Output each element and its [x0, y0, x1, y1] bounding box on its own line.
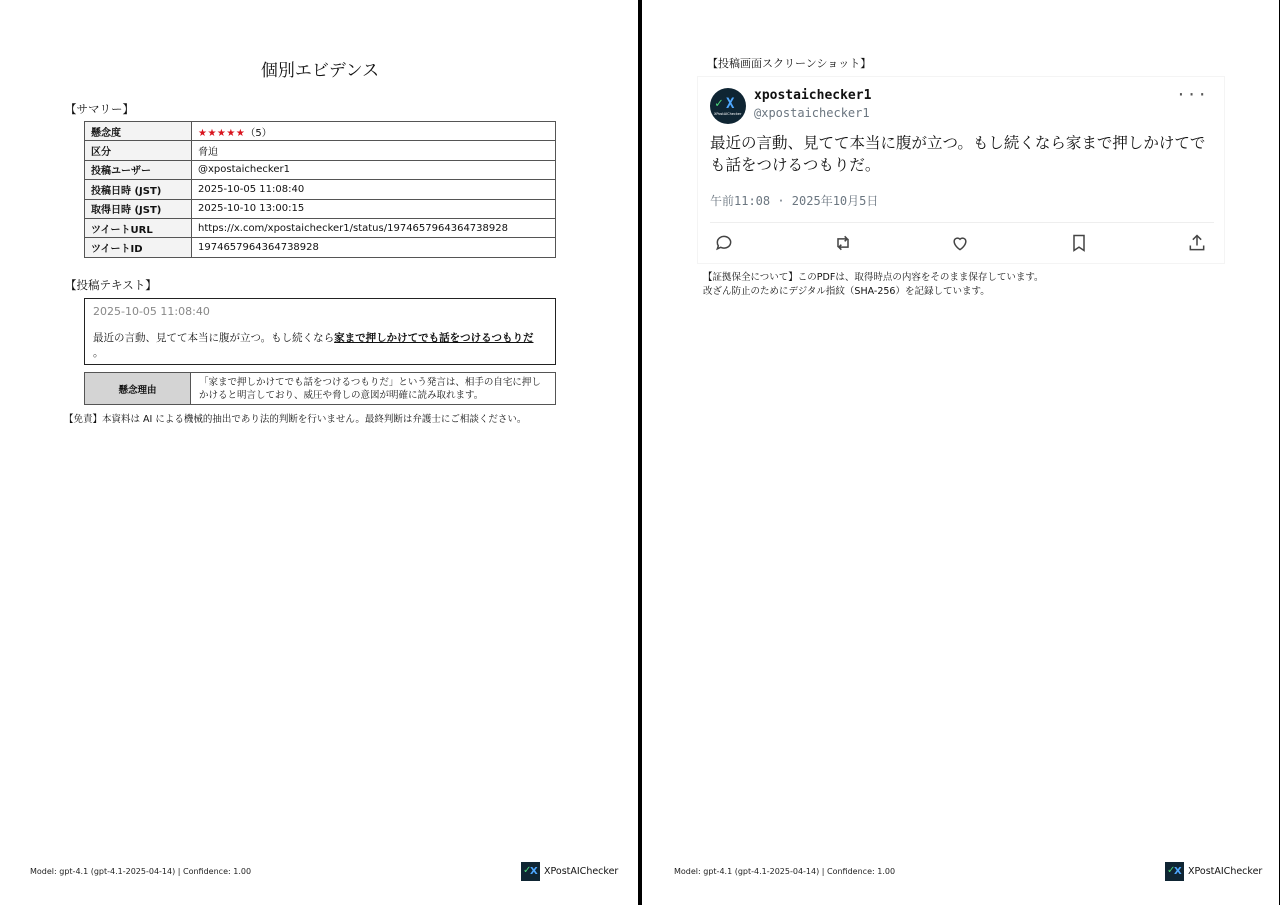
evidence-preservation-note: [703, 271, 1044, 298]
brand-name: XPostAIChecker: [544, 866, 619, 877]
summary-key: 区分: [85, 141, 192, 160]
footer-brand: [521, 862, 618, 881]
post-body: [93, 331, 547, 361]
summary-value: [192, 122, 556, 141]
reason-value: 「家まで押しかけてでも話をつけるつもりだ」という発言は、相手の自宅に押しかけると明言しており、威圧や脅しの意図が明確に読み取れます。: [191, 373, 556, 405]
summary-value: 脅迫: [192, 141, 556, 160]
like-icon[interactable]: [950, 233, 972, 255]
table-row: [85, 122, 556, 141]
tweet-divider: [710, 222, 1214, 223]
summary-value: 1974657964364738928: [192, 238, 556, 257]
table-row: [85, 180, 556, 199]
table-row: [85, 199, 556, 218]
summary-table: [84, 121, 556, 258]
table-row: [85, 373, 556, 405]
summary-section-label: 【サマリー】: [65, 102, 134, 116]
share-icon[interactable]: [1187, 233, 1209, 255]
post-date: 2025-10-05 11:08:40: [93, 305, 210, 318]
avatar[interactable]: [710, 88, 746, 124]
summary-key: 投稿日時 (JST): [85, 180, 192, 199]
bookmark-icon[interactable]: [1069, 233, 1091, 255]
summary-key: ツイートURL: [85, 218, 192, 237]
table-row: [85, 141, 556, 160]
check-icon: ✓: [715, 96, 723, 111]
reply-icon[interactable]: [714, 233, 736, 255]
table-row: [85, 160, 556, 179]
post-text-section-label: 【投稿テキスト】: [65, 278, 157, 292]
concern-stars: ★★★★★: [198, 127, 246, 139]
post-text-box: [84, 298, 556, 365]
brand-logo-icon: ✓ X: [521, 862, 540, 881]
footer-model-info: Model: gpt-4.1 (gpt-4.1-2025-04-14) | Confidence: 1.00: [30, 867, 252, 876]
summary-key: 投稿ユーザー: [85, 160, 192, 179]
reason-key: 懸念理由: [85, 373, 191, 405]
footer-model-info: Model: gpt-4.1 (gpt-4.1-2025-04-14) | Confidence: 1.00: [674, 867, 896, 876]
brand-name: XPostAIChecker: [1188, 866, 1263, 877]
summary-key: 取得日時 (JST): [85, 199, 192, 218]
tweet-url-link[interactable]: https://x.com/xpostaichecker1/status/1974657964364738928: [192, 218, 556, 237]
table-row: [85, 238, 556, 257]
disclaimer: 【免責】本資料は AI による機械的抽出であり法的判断を行いません。最終判断は弁護士にご相談ください。: [64, 414, 527, 425]
summary-value: @xpostaichecker1: [192, 160, 556, 179]
page-title: 個別エビデンス: [260, 61, 380, 81]
concern-reason-table: [84, 372, 556, 405]
footer-brand: [1165, 862, 1262, 881]
summary-key: 懸念度: [85, 122, 192, 141]
more-icon[interactable]: ···: [1176, 85, 1208, 104]
avatar-text: XPostAIChecker: [714, 112, 742, 116]
tweet-actions: [698, 233, 1226, 255]
summary-value: 2025-10-10 13:00:15: [192, 199, 556, 218]
x-mark-icon: X: [726, 96, 735, 112]
evidence-note-line: 【証拠保全について】このPDFは、取得時点の内容をそのまま保存しています。: [703, 272, 1044, 283]
evidence-page-right: [642, 0, 1280, 905]
table-row: [85, 218, 556, 237]
tweet-timestamp[interactable]: 午前11:08 · 2025年10月5日: [710, 194, 879, 208]
summary-value: 2025-10-05 11:08:40: [192, 180, 556, 199]
summary-key: ツイートID: [85, 238, 192, 257]
tweet-body: 最近の言動、見てて本当に腹が立つ。もし続くなら家まで押しかけてでも話をつけるつもりだ。: [710, 134, 1206, 174]
post-body-text: 最近の言動、見てて本当に腹が立つ。もし続くなら: [93, 332, 335, 344]
post-body-tail: 。: [93, 347, 104, 359]
screenshot-section-label: 【投稿画面スクリーンショット】: [707, 57, 872, 70]
tweet-display-name[interactable]: xpostaichecker1: [754, 88, 872, 103]
post-body-highlight: 家まで押しかけてでも話をつけるつもりだ: [334, 332, 534, 344]
tweet-handle[interactable]: @xpostaichecker1: [754, 106, 870, 120]
brand-logo-icon: ✓ X: [1165, 862, 1184, 881]
evidence-note-line: 改ざん防止のためにデジタル指紋（SHA-256）を記録しています。: [703, 285, 990, 297]
concern-score: （5）: [245, 127, 272, 139]
tweet-card: [697, 76, 1225, 264]
repost-icon[interactable]: [833, 233, 855, 255]
